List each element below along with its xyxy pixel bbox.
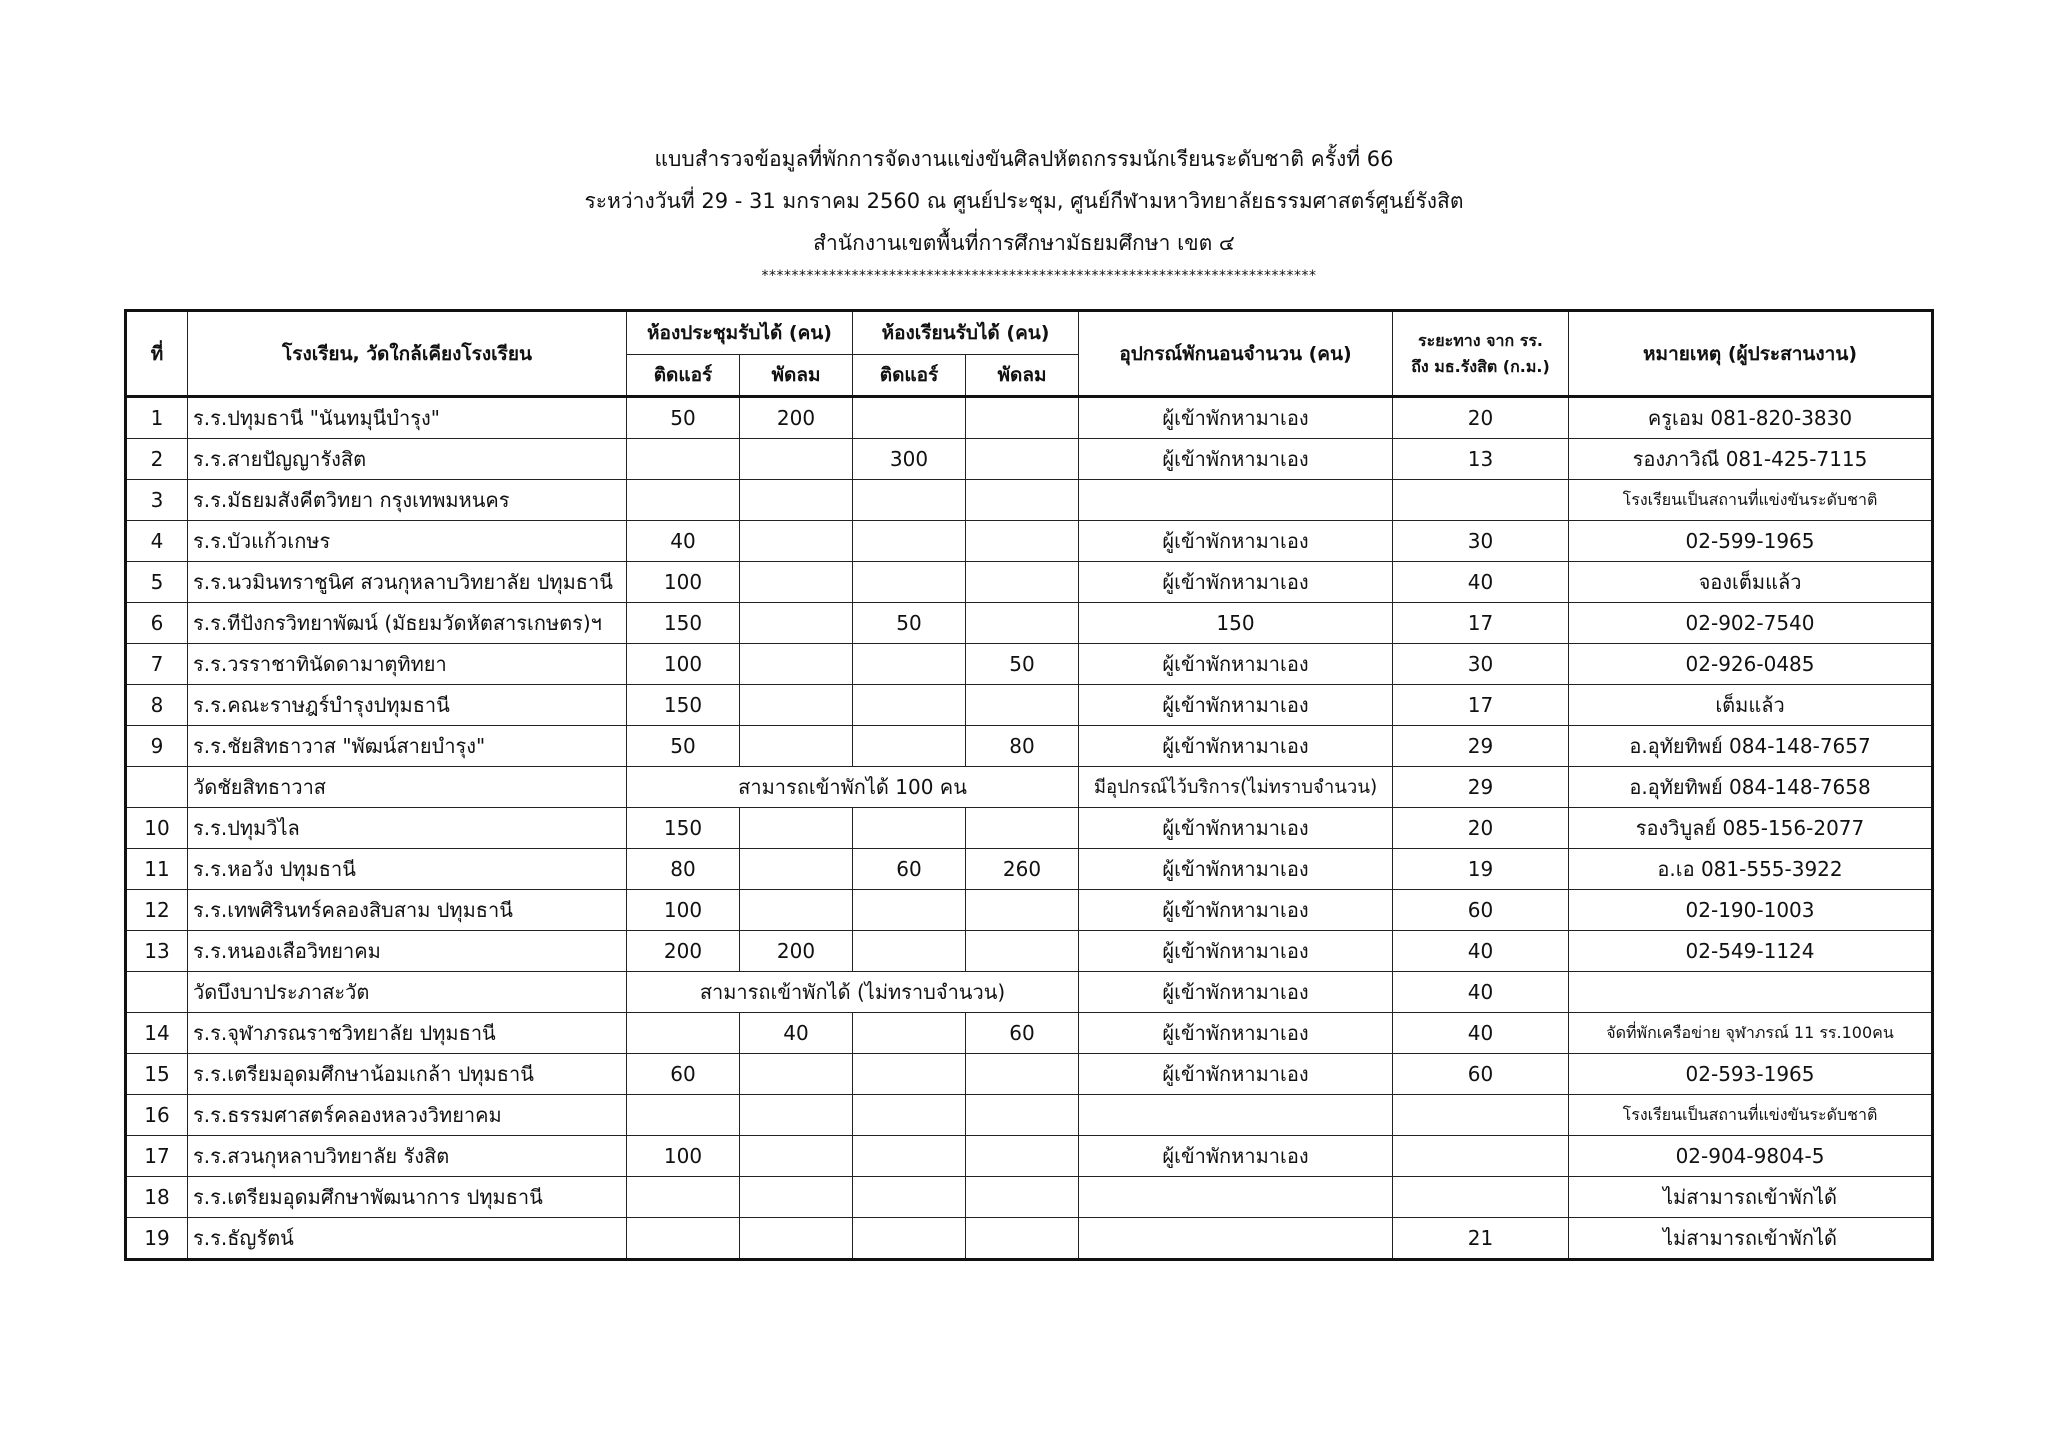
cell-bedding: ผู้เข้าพักหามาเอง <box>1079 397 1393 439</box>
col-header-meeting-aircon: ติดแอร์ <box>627 355 740 397</box>
cell-meeting-fan <box>740 1054 853 1095</box>
cell-school: ร.ร.มัธยมสังคีตวิทยา กรุงเทพมหนคร <box>188 480 627 521</box>
cell-meeting-aircon <box>627 439 740 480</box>
cell-distance: 20 <box>1393 397 1569 439</box>
cell-school: ร.ร.ธัญรัตน์ <box>188 1218 627 1260</box>
cell-bedding: ผู้เข้าพักหามาเอง <box>1079 521 1393 562</box>
cell-remark: จองเต็มแล้ว <box>1569 562 1933 603</box>
cell-bedding: ผู้เข้าพักหามาเอง <box>1079 1013 1393 1054</box>
cell-no <box>126 972 188 1013</box>
cell-meeting-fan: 200 <box>740 931 853 972</box>
accommodation-table <box>124 309 1934 1261</box>
cell-classroom-fan: 50 <box>966 644 1079 685</box>
cell-no: 6 <box>126 603 188 644</box>
cell-classroom-aircon: 60 <box>853 849 966 890</box>
cell-school: ร.ร.ปทุมวิไล <box>188 808 627 849</box>
cell-school: ร.ร.จุฬาภรณราชวิทยาลัย ปทุมธานี <box>188 1013 627 1054</box>
cell-bedding: ผู้เข้าพักหามาเอง <box>1079 726 1393 767</box>
cell-classroom-aircon <box>853 890 966 931</box>
cell-remark: โรงเรียนเป็นสถานที่แข่งขันระดับชาติ <box>1569 480 1933 521</box>
cell-classroom-fan <box>966 480 1079 521</box>
col-header-classroom: ห้องเรียนรับได้ (คน) <box>853 311 1079 355</box>
cell-distance: 19 <box>1393 849 1569 890</box>
cell-distance: 60 <box>1393 890 1569 931</box>
cell-meeting-aircon: 100 <box>627 562 740 603</box>
cell-meeting-aircon: 80 <box>627 849 740 890</box>
cell-meeting-aircon: 100 <box>627 890 740 931</box>
cell-bedding: ผู้เข้าพักหามาเอง <box>1079 931 1393 972</box>
cell-school: ร.ร.เตรียมอุดมศึกษาน้อมเกล้า ปทุมธานี <box>188 1054 627 1095</box>
table-row <box>126 931 1933 972</box>
cell-classroom-fan <box>966 1095 1079 1136</box>
cell-school: วัดชัยสิทธาวาส <box>188 767 627 808</box>
cell-bedding <box>1079 480 1393 521</box>
cell-no: 8 <box>126 685 188 726</box>
cell-remark: ครูเอม 081-820-3830 <box>1569 397 1933 439</box>
table-row <box>126 685 1933 726</box>
cell-classroom-fan <box>966 931 1079 972</box>
cell-classroom-fan: 60 <box>966 1013 1079 1054</box>
cell-bedding: ผู้เข้าพักหามาเอง <box>1079 644 1393 685</box>
cell-bedding: ผู้เข้าพักหามาเอง <box>1079 1054 1393 1095</box>
cell-school: ร.ร.หอวัง ปทุมธานี <box>188 849 627 890</box>
table-row <box>126 726 1933 767</box>
cell-remark: 02-902-7540 <box>1569 603 1933 644</box>
cell-no: 16 <box>126 1095 188 1136</box>
document-date-venue: ระหว่างวันที่ 29 - 31 มกราคม 2560 ณ ศูนย์ประชุม, ศูนย์กีฬามหาวิทยาลัยธรรมศาสตร์ศูนย์รังสิต <box>584 189 1464 213</box>
document-title: แบบสำรวจข้อมูลที่พักการจัดงานแข่งขันศิลปหัตถกรรมนักเรียนระดับชาติ ครั้งที่ 66 <box>654 147 1394 171</box>
cell-meeting-aircon: 200 <box>627 931 740 972</box>
cell-remark: 02-926-0485 <box>1569 644 1933 685</box>
cell-meeting-fan <box>740 1095 853 1136</box>
cell-meeting-fan <box>740 1218 853 1260</box>
cell-classroom-aircon <box>853 397 966 439</box>
cell-remark: อ.เอ 081-555-3922 <box>1569 849 1933 890</box>
cell-distance: 40 <box>1393 972 1569 1013</box>
table-row <box>126 972 1933 1013</box>
cell-distance: 60 <box>1393 1054 1569 1095</box>
cell-remark <box>1569 972 1933 1013</box>
cell-classroom-fan <box>966 1177 1079 1218</box>
table-body <box>126 397 1933 1260</box>
col-header-no: ที่ <box>126 311 188 397</box>
cell-bedding: ผู้เข้าพักหามาเอง <box>1079 808 1393 849</box>
cell-remark: 02-599-1965 <box>1569 521 1933 562</box>
cell-no: 3 <box>126 480 188 521</box>
cell-classroom-fan <box>966 562 1079 603</box>
table-row <box>126 808 1933 849</box>
table-row <box>126 1054 1933 1095</box>
cell-classroom-fan <box>966 685 1079 726</box>
table-row <box>126 1095 1933 1136</box>
cell-distance: 40 <box>1393 931 1569 972</box>
cell-capacity-merged: สามารถเข้าพักได้ 100 คน <box>627 767 1079 808</box>
cell-no: 12 <box>126 890 188 931</box>
table-row <box>126 1136 1933 1177</box>
cell-school: ร.ร.ปทุมธานี "นันทมุนีบำรุง" <box>188 397 627 439</box>
cell-classroom-fan <box>966 1218 1079 1260</box>
document-header <box>0 138 2048 288</box>
cell-capacity-merged: สามารถเข้าพักได้ (ไม่ทราบจำนวน) <box>627 972 1079 1013</box>
cell-remark: รองภาวิณี 081-425-7115 <box>1569 439 1933 480</box>
cell-meeting-aircon <box>627 1095 740 1136</box>
cell-distance: 20 <box>1393 808 1569 849</box>
cell-classroom-aircon <box>853 685 966 726</box>
cell-school: ร.ร.บัวแก้วเกษร <box>188 521 627 562</box>
table-row <box>126 890 1933 931</box>
cell-classroom-aircon <box>853 521 966 562</box>
cell-classroom-aircon <box>853 480 966 521</box>
cell-classroom-fan: 80 <box>966 726 1079 767</box>
cell-meeting-aircon: 150 <box>627 603 740 644</box>
cell-remark: โรงเรียนเป็นสถานที่แข่งขันระดับชาติ <box>1569 1095 1933 1136</box>
cell-remark: อ.อุทัยทิพย์ 084-148-7657 <box>1569 726 1933 767</box>
cell-distance <box>1393 1177 1569 1218</box>
cell-classroom-aircon <box>853 1095 966 1136</box>
cell-classroom-fan <box>966 603 1079 644</box>
cell-remark: 02-904-9804-5 <box>1569 1136 1933 1177</box>
cell-distance: 29 <box>1393 726 1569 767</box>
cell-bedding <box>1079 1218 1393 1260</box>
cell-no: 7 <box>126 644 188 685</box>
cell-distance: 17 <box>1393 603 1569 644</box>
table-header <box>126 311 1933 397</box>
cell-meeting-aircon: 40 <box>627 521 740 562</box>
cell-meeting-fan: 40 <box>740 1013 853 1054</box>
cell-classroom-aircon <box>853 1136 966 1177</box>
cell-remark: 02-549-1124 <box>1569 931 1933 972</box>
table-row <box>126 562 1933 603</box>
cell-classroom-aircon: 50 <box>853 603 966 644</box>
cell-bedding: ผู้เข้าพักหามาเอง <box>1079 562 1393 603</box>
cell-classroom-fan: 260 <box>966 849 1079 890</box>
cell-remark: จัดที่พักเครือข่าย จุฬาภรณ์ 11 รร.100คน <box>1569 1013 1933 1054</box>
cell-classroom-fan <box>966 397 1079 439</box>
table-row <box>126 397 1933 439</box>
cell-distance: 40 <box>1393 562 1569 603</box>
cell-distance <box>1393 1095 1569 1136</box>
cell-no: 17 <box>126 1136 188 1177</box>
cell-bedding: ผู้เข้าพักหามาเอง <box>1079 685 1393 726</box>
cell-distance: 40 <box>1393 1013 1569 1054</box>
col-header-distance-line2: ถึง มธ.รังสิต (ก.ม.) <box>1411 356 1550 376</box>
cell-classroom-fan <box>966 1054 1079 1095</box>
cell-meeting-fan <box>740 603 853 644</box>
cell-bedding: ผู้เข้าพักหามาเอง <box>1079 972 1393 1013</box>
table-row <box>126 767 1933 808</box>
cell-remark: อ.อุทัยทิพย์ 084-148-7658 <box>1569 767 1933 808</box>
cell-classroom-fan <box>966 808 1079 849</box>
cell-bedding: ผู้เข้าพักหามาเอง <box>1079 890 1393 931</box>
col-header-distance <box>1393 311 1569 397</box>
cell-no <box>126 767 188 808</box>
cell-no: 11 <box>126 849 188 890</box>
cell-no: 18 <box>126 1177 188 1218</box>
cell-no: 4 <box>126 521 188 562</box>
cell-distance: 13 <box>1393 439 1569 480</box>
cell-distance <box>1393 1136 1569 1177</box>
col-header-meeting-fan: พัดลม <box>740 355 853 397</box>
cell-classroom-aircon: 300 <box>853 439 966 480</box>
cell-classroom-aircon <box>853 1218 966 1260</box>
cell-no: 1 <box>126 397 188 439</box>
cell-classroom-aircon <box>853 931 966 972</box>
cell-classroom-aircon <box>853 562 966 603</box>
cell-distance: 30 <box>1393 521 1569 562</box>
table-row <box>126 521 1933 562</box>
cell-remark: 02-593-1965 <box>1569 1054 1933 1095</box>
cell-meeting-fan <box>740 480 853 521</box>
cell-school: ร.ร.วรราชาทินัดดามาตุทิทยา <box>188 644 627 685</box>
cell-school: ร.ร.หนองเสือวิทยาคม <box>188 931 627 972</box>
cell-school: ร.ร.นวมินทราชูนิศ สวนกุหลาบวิทยาลัย ปทุมธานี <box>188 562 627 603</box>
cell-meeting-aircon: 100 <box>627 1136 740 1177</box>
cell-remark: ไม่สามารถเข้าพักได้ <box>1569 1177 1933 1218</box>
cell-school: วัดบึงบาประภาสะวัต <box>188 972 627 1013</box>
col-header-remark: หมายเหตุ (ผู้ประสานงาน) <box>1569 311 1933 397</box>
table-row <box>126 1013 1933 1054</box>
cell-meeting-aircon: 100 <box>627 644 740 685</box>
col-header-bedding: อุปกรณ์พักนอนจำนวน (คน) <box>1079 311 1393 397</box>
table-row <box>126 644 1933 685</box>
table-row <box>126 849 1933 890</box>
col-header-distance-line1: ระยะทาง จาก รร. <box>1418 330 1543 350</box>
cell-meeting-fan <box>740 1136 853 1177</box>
document-office: สำนักงานเขตพื้นที่การศึกษามัธยมศึกษา เขต ๔ <box>813 231 1235 255</box>
asterisk-separator: ************************************************************************** <box>761 268 1317 284</box>
table-row <box>126 439 1933 480</box>
cell-meeting-fan <box>740 849 853 890</box>
cell-meeting-fan <box>740 808 853 849</box>
col-header-classroom-aircon: ติดแอร์ <box>853 355 966 397</box>
table-row <box>126 603 1933 644</box>
cell-distance <box>1393 480 1569 521</box>
cell-meeting-fan <box>740 890 853 931</box>
cell-school: ร.ร.ชัยสิทธาวาส "พัฒน์สายบำรุง" <box>188 726 627 767</box>
cell-bedding: ผู้เข้าพักหามาเอง <box>1079 1136 1393 1177</box>
cell-meeting-fan <box>740 644 853 685</box>
cell-school: ร.ร.ทีปังกรวิทยาพัฒน์ (มัธยมวัดหัตสารเกษตร)ฯ <box>188 603 627 644</box>
cell-remark: รองวิบูลย์ 085-156-2077 <box>1569 808 1933 849</box>
cell-meeting-aircon: 50 <box>627 397 740 439</box>
cell-bedding: มีอุปกรณ์ไว้บริการ(ไม่ทราบจำนวน) <box>1079 767 1393 808</box>
cell-no: 19 <box>126 1218 188 1260</box>
cell-meeting-fan <box>740 439 853 480</box>
cell-meeting-aircon: 60 <box>627 1054 740 1095</box>
cell-bedding: ผู้เข้าพักหามาเอง <box>1079 439 1393 480</box>
cell-no: 2 <box>126 439 188 480</box>
cell-bedding <box>1079 1095 1393 1136</box>
cell-school: ร.ร.สายปัญญารังสิต <box>188 439 627 480</box>
cell-meeting-aircon <box>627 480 740 521</box>
cell-school: ร.ร.คณะราษฎร์บำรุงปทุมธานี <box>188 685 627 726</box>
cell-meeting-aircon: 150 <box>627 685 740 726</box>
cell-no: 13 <box>126 931 188 972</box>
cell-bedding: 150 <box>1079 603 1393 644</box>
cell-meeting-aircon <box>627 1218 740 1260</box>
cell-classroom-aircon <box>853 1177 966 1218</box>
cell-remark: ไม่สามารถเข้าพักได้ <box>1569 1218 1933 1260</box>
cell-meeting-fan <box>740 685 853 726</box>
table-row <box>126 480 1933 521</box>
col-header-school: โรงเรียน, วัดใกล้เคียงโรงเรียน <box>188 311 627 397</box>
cell-meeting-fan <box>740 562 853 603</box>
cell-distance: 17 <box>1393 685 1569 726</box>
cell-classroom-aircon <box>853 644 966 685</box>
cell-classroom-aircon <box>853 1054 966 1095</box>
cell-distance: 21 <box>1393 1218 1569 1260</box>
cell-school: ร.ร.ธรรมศาสตร์คลองหลวงวิทยาคม <box>188 1095 627 1136</box>
cell-classroom-fan <box>966 439 1079 480</box>
cell-school: ร.ร.เตรียมอุดมศึกษาพัฒนาการ ปทุมธานี <box>188 1177 627 1218</box>
col-header-classroom-fan: พัดลม <box>966 355 1079 397</box>
cell-meeting-aircon: 150 <box>627 808 740 849</box>
cell-meeting-aircon <box>627 1013 740 1054</box>
cell-meeting-fan <box>740 1177 853 1218</box>
col-header-meeting-room: ห้องประชุมรับได้ (คน) <box>627 311 853 355</box>
cell-no: 14 <box>126 1013 188 1054</box>
cell-meeting-fan <box>740 726 853 767</box>
cell-bedding: ผู้เข้าพักหามาเอง <box>1079 849 1393 890</box>
cell-meeting-aircon <box>627 1177 740 1218</box>
cell-no: 10 <box>126 808 188 849</box>
cell-remark: 02-190-1003 <box>1569 890 1933 931</box>
cell-bedding <box>1079 1177 1393 1218</box>
cell-classroom-fan <box>966 1136 1079 1177</box>
cell-distance: 29 <box>1393 767 1569 808</box>
cell-meeting-fan <box>740 521 853 562</box>
cell-meeting-fan: 200 <box>740 397 853 439</box>
cell-classroom-fan <box>966 890 1079 931</box>
cell-no: 5 <box>126 562 188 603</box>
table-row <box>126 1218 1933 1260</box>
table-row <box>126 1177 1933 1218</box>
cell-classroom-aircon <box>853 808 966 849</box>
cell-meeting-aircon: 50 <box>627 726 740 767</box>
cell-no: 9 <box>126 726 188 767</box>
cell-distance: 30 <box>1393 644 1569 685</box>
cell-school: ร.ร.สวนกุหลาบวิทยาลัย รังสิต <box>188 1136 627 1177</box>
cell-classroom-fan <box>966 521 1079 562</box>
cell-no: 15 <box>126 1054 188 1095</box>
cell-classroom-aircon <box>853 726 966 767</box>
cell-classroom-aircon <box>853 1013 966 1054</box>
cell-school: ร.ร.เทพศิรินทร์คลองสิบสาม ปทุมธานี <box>188 890 627 931</box>
cell-remark: เต็มแล้ว <box>1569 685 1933 726</box>
